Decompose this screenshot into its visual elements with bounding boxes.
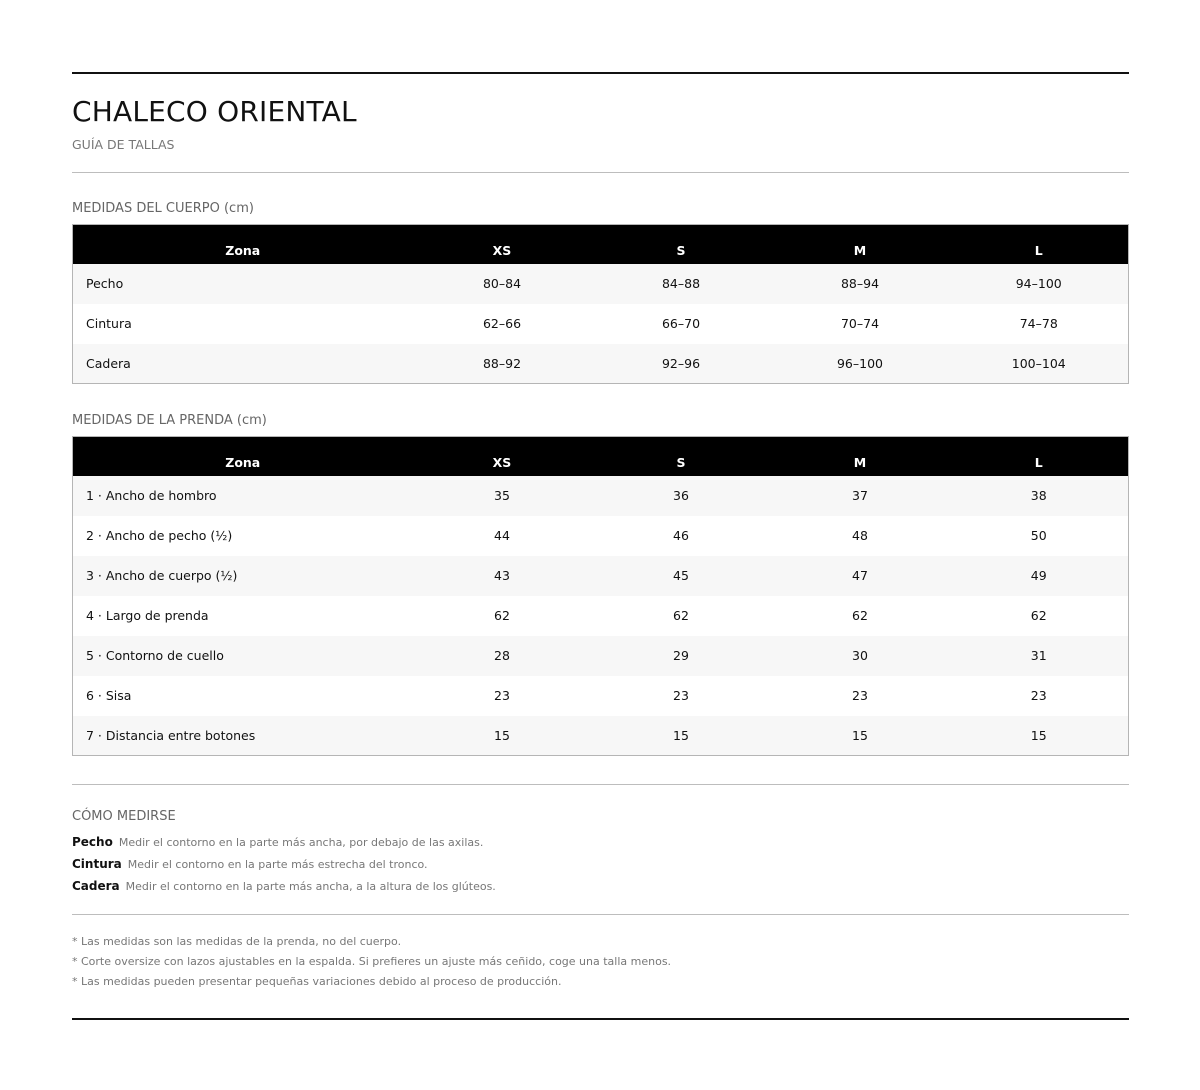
table-cell: 38 [950, 476, 1129, 516]
table-cell: 43 [413, 556, 592, 596]
row-label: Pecho [73, 264, 413, 304]
body-measurements-table [72, 224, 1129, 384]
garment-measurements-table [72, 436, 1129, 756]
row-label: Cadera [73, 344, 413, 384]
table-cell: 15 [413, 716, 592, 756]
table-cell: 74–78 [950, 304, 1129, 344]
table-row [73, 596, 1129, 636]
table-cell: 62 [592, 596, 771, 636]
table-header-row [73, 225, 1129, 264]
table-cell: 88–92 [413, 344, 592, 384]
row-label: 5 · Contorno de cuello [73, 636, 413, 676]
table-cell: 15 [771, 716, 950, 756]
column-header-m: M [771, 437, 950, 476]
table-cell: 23 [771, 676, 950, 716]
list-item [72, 876, 496, 898]
table-cell: 92–96 [592, 344, 771, 384]
page-subtitle: GUÍA DE TALLAS [72, 137, 175, 152]
column-header-zone: Zona [73, 437, 413, 476]
table-row [73, 304, 1129, 344]
column-header-s: S [592, 225, 771, 264]
column-header-xs: XS [413, 437, 592, 476]
table-cell: 29 [592, 636, 771, 676]
footnote: * Corte oversize con lazos ajustables en la espalda. Si prefieres un ajuste más ceñido, coge una talla menos. [72, 955, 672, 968]
row-label: 6 · Sisa [73, 676, 413, 716]
table-cell: 45 [592, 556, 771, 596]
how-to-measure-title: CÓMO MEDIRSE [72, 809, 176, 824]
table-cell: 31 [950, 636, 1129, 676]
tables-divider [72, 784, 1129, 785]
measure-description: Medir el contorno en la parte más estrecha del tronco. [127, 858, 428, 871]
table-row [73, 344, 1129, 384]
table-cell: 36 [592, 476, 771, 516]
table-header-row [73, 437, 1129, 476]
table-cell: 62 [413, 596, 592, 636]
table-cell: 37 [771, 476, 950, 516]
table-cell: 23 [950, 676, 1129, 716]
bottom-divider [72, 1018, 1129, 1020]
table-cell: 62 [771, 596, 950, 636]
table-cell: 66–70 [592, 304, 771, 344]
table-cell: 15 [950, 716, 1129, 756]
row-label: 3 · Ancho de cuerpo (½) [73, 556, 413, 596]
measure-description: Medir el contorno en la parte más ancha, a la altura de los glúteos. [125, 880, 496, 893]
table-row [73, 264, 1129, 304]
table-cell: 62 [950, 596, 1129, 636]
row-label: 4 · Largo de prenda [73, 596, 413, 636]
row-label: 2 · Ancho de pecho (½) [73, 516, 413, 556]
column-header-l: L [950, 437, 1129, 476]
table-row [73, 676, 1129, 716]
table-cell: 46 [592, 516, 771, 556]
table-row [73, 556, 1129, 596]
table-cell: 23 [413, 676, 592, 716]
measure-term: Cintura [72, 857, 122, 871]
table-cell: 15 [592, 716, 771, 756]
garment-measurements-label: MEDIDAS DE LA PRENDA (cm) [72, 413, 267, 428]
table-cell: 47 [771, 556, 950, 596]
table-cell: 84–88 [592, 264, 771, 304]
page-title: CHALECO ORIENTAL [72, 95, 357, 128]
table-cell: 28 [413, 636, 592, 676]
footnote: * Las medidas pueden presentar pequeñas variaciones debido al proceso de producción. [72, 975, 562, 988]
body-measurements-label: MEDIDAS DEL CUERPO (cm) [72, 201, 254, 216]
row-label: Cintura [73, 304, 413, 344]
table-cell: 80–84 [413, 264, 592, 304]
table-row [73, 636, 1129, 676]
table-row [73, 716, 1129, 756]
footnotes [72, 933, 671, 993]
table-cell: 48 [771, 516, 950, 556]
row-label: 1 · Ancho de hombro [73, 476, 413, 516]
table-cell: 35 [413, 476, 592, 516]
column-header-l: L [950, 225, 1129, 264]
measure-term: Pecho [72, 835, 113, 849]
column-header-m: M [771, 225, 950, 264]
column-header-s: S [592, 437, 771, 476]
table-cell: 49 [950, 556, 1129, 596]
table-cell: 96–100 [771, 344, 950, 384]
column-header-xs: XS [413, 225, 592, 264]
table-row [73, 516, 1129, 556]
notes-divider [72, 914, 1129, 915]
top-divider [72, 72, 1129, 74]
table-cell: 50 [950, 516, 1129, 556]
measure-description: Medir el contorno en la parte más ancha, por debajo de las axilas. [118, 836, 484, 849]
table-row [73, 476, 1129, 516]
list-item [72, 854, 496, 876]
measure-term: Cadera [72, 879, 120, 893]
column-header-zone: Zona [73, 225, 413, 264]
how-to-measure-list [72, 832, 496, 898]
table-cell: 62–66 [413, 304, 592, 344]
row-label: 7 · Distancia entre botones [73, 716, 413, 756]
table-cell: 94–100 [950, 264, 1129, 304]
table-cell: 30 [771, 636, 950, 676]
table-cell: 44 [413, 516, 592, 556]
footnote: * Las medidas son las medidas de la prenda, no del cuerpo. [72, 935, 402, 948]
table-cell: 88–94 [771, 264, 950, 304]
table-cell: 100–104 [950, 344, 1129, 384]
header-divider [72, 172, 1129, 173]
table-cell: 70–74 [771, 304, 950, 344]
list-item [72, 832, 496, 854]
table-cell: 23 [592, 676, 771, 716]
